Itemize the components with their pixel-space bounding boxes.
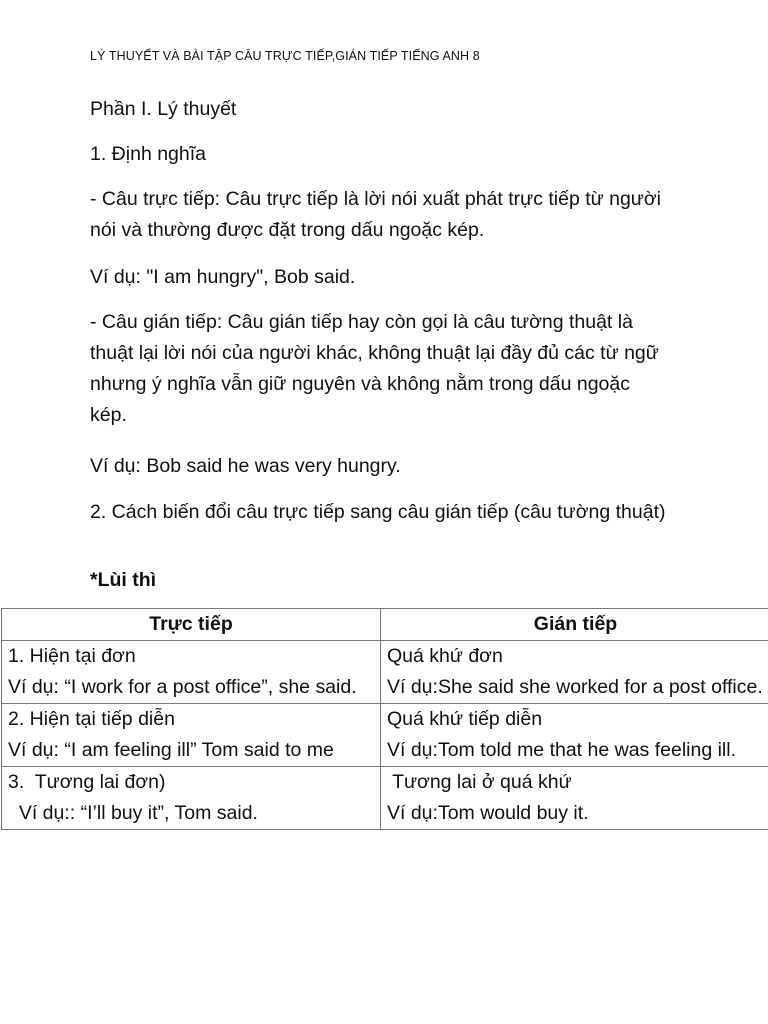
direct-example: Ví dụ:: “I’ll buy it”, Tom said. bbox=[8, 802, 258, 824]
definition-heading: 1. Định nghĩa bbox=[90, 143, 207, 165]
indirect-example: Ví dụ:Tom told me that he was feeling ill. bbox=[387, 739, 737, 761]
indirect-cell bbox=[381, 767, 768, 830]
direct-speech-definition: - Câu trực tiếp: Câu trực tiếp là lời nói xuất phát trực tiếp từ người nói và thường được đặt trong dấu ngoặc kép. bbox=[90, 188, 661, 241]
header-direct: Trực tiếp bbox=[2, 609, 381, 641]
direct-tense: 3. Tương lai đơn) bbox=[8, 771, 166, 793]
table-row bbox=[2, 641, 768, 704]
table-row bbox=[2, 767, 768, 830]
indirect-example: Ví dụ:Tom would buy it. bbox=[387, 802, 589, 824]
direct-example: Ví dụ: “I am feeling ill” Tom said to me bbox=[8, 739, 334, 761]
indirect-cell bbox=[381, 704, 768, 767]
section-heading: Phần I. Lý thuyết bbox=[90, 98, 237, 120]
indirect-tense: Tương lai ở quá khứ bbox=[387, 771, 572, 793]
direct-tense: 2. Hiện tại tiếp diễn bbox=[8, 708, 175, 730]
direct-cell bbox=[2, 641, 381, 704]
direct-cell bbox=[2, 704, 381, 767]
direct-cell bbox=[2, 767, 381, 830]
indirect-tense: Quá khứ tiếp diễn bbox=[387, 708, 543, 730]
backshift-heading: *Lùi thì bbox=[90, 569, 157, 591]
conversion-heading: 2. Cách biến đổi câu trực tiếp sang câu gián tiếp (câu tường thuật) bbox=[90, 501, 666, 523]
header-indirect: Gián tiếp bbox=[381, 609, 768, 641]
direct-tense: 1. Hiện tại đơn bbox=[8, 645, 136, 667]
tense-conversion-table bbox=[1, 608, 768, 830]
direct-example: Ví dụ: “I work for a post office”, she said. bbox=[8, 676, 357, 698]
indirect-speech-example: Ví dụ: Bob said he was very hungry. bbox=[90, 455, 401, 477]
document-title: LÝ THUYẾT VÀ BÀI TẬP CÂU TRỰC TIẾP,GIÁN TIẾP TIẾNG ANH 8 bbox=[90, 49, 480, 63]
direct-speech-example: Ví dụ: "I am hungry", Bob said. bbox=[90, 266, 356, 288]
indirect-tense: Quá khứ đơn bbox=[387, 645, 503, 667]
table-header-row bbox=[2, 609, 768, 641]
indirect-cell bbox=[381, 641, 768, 704]
table-row bbox=[2, 704, 768, 767]
indirect-speech-definition: - Câu gián tiếp: Câu gián tiếp hay còn gọi là câu tường thuật là thuật lại lời nói của người khác, không thuật lại đầy đủ các từ ngữ nhưng ý nghĩa vẫn giữ nguyên và không nằm trong dấu ngoặc kép. bbox=[90, 311, 659, 426]
indirect-example: Ví dụ:She said she worked for a post office. bbox=[387, 676, 763, 698]
